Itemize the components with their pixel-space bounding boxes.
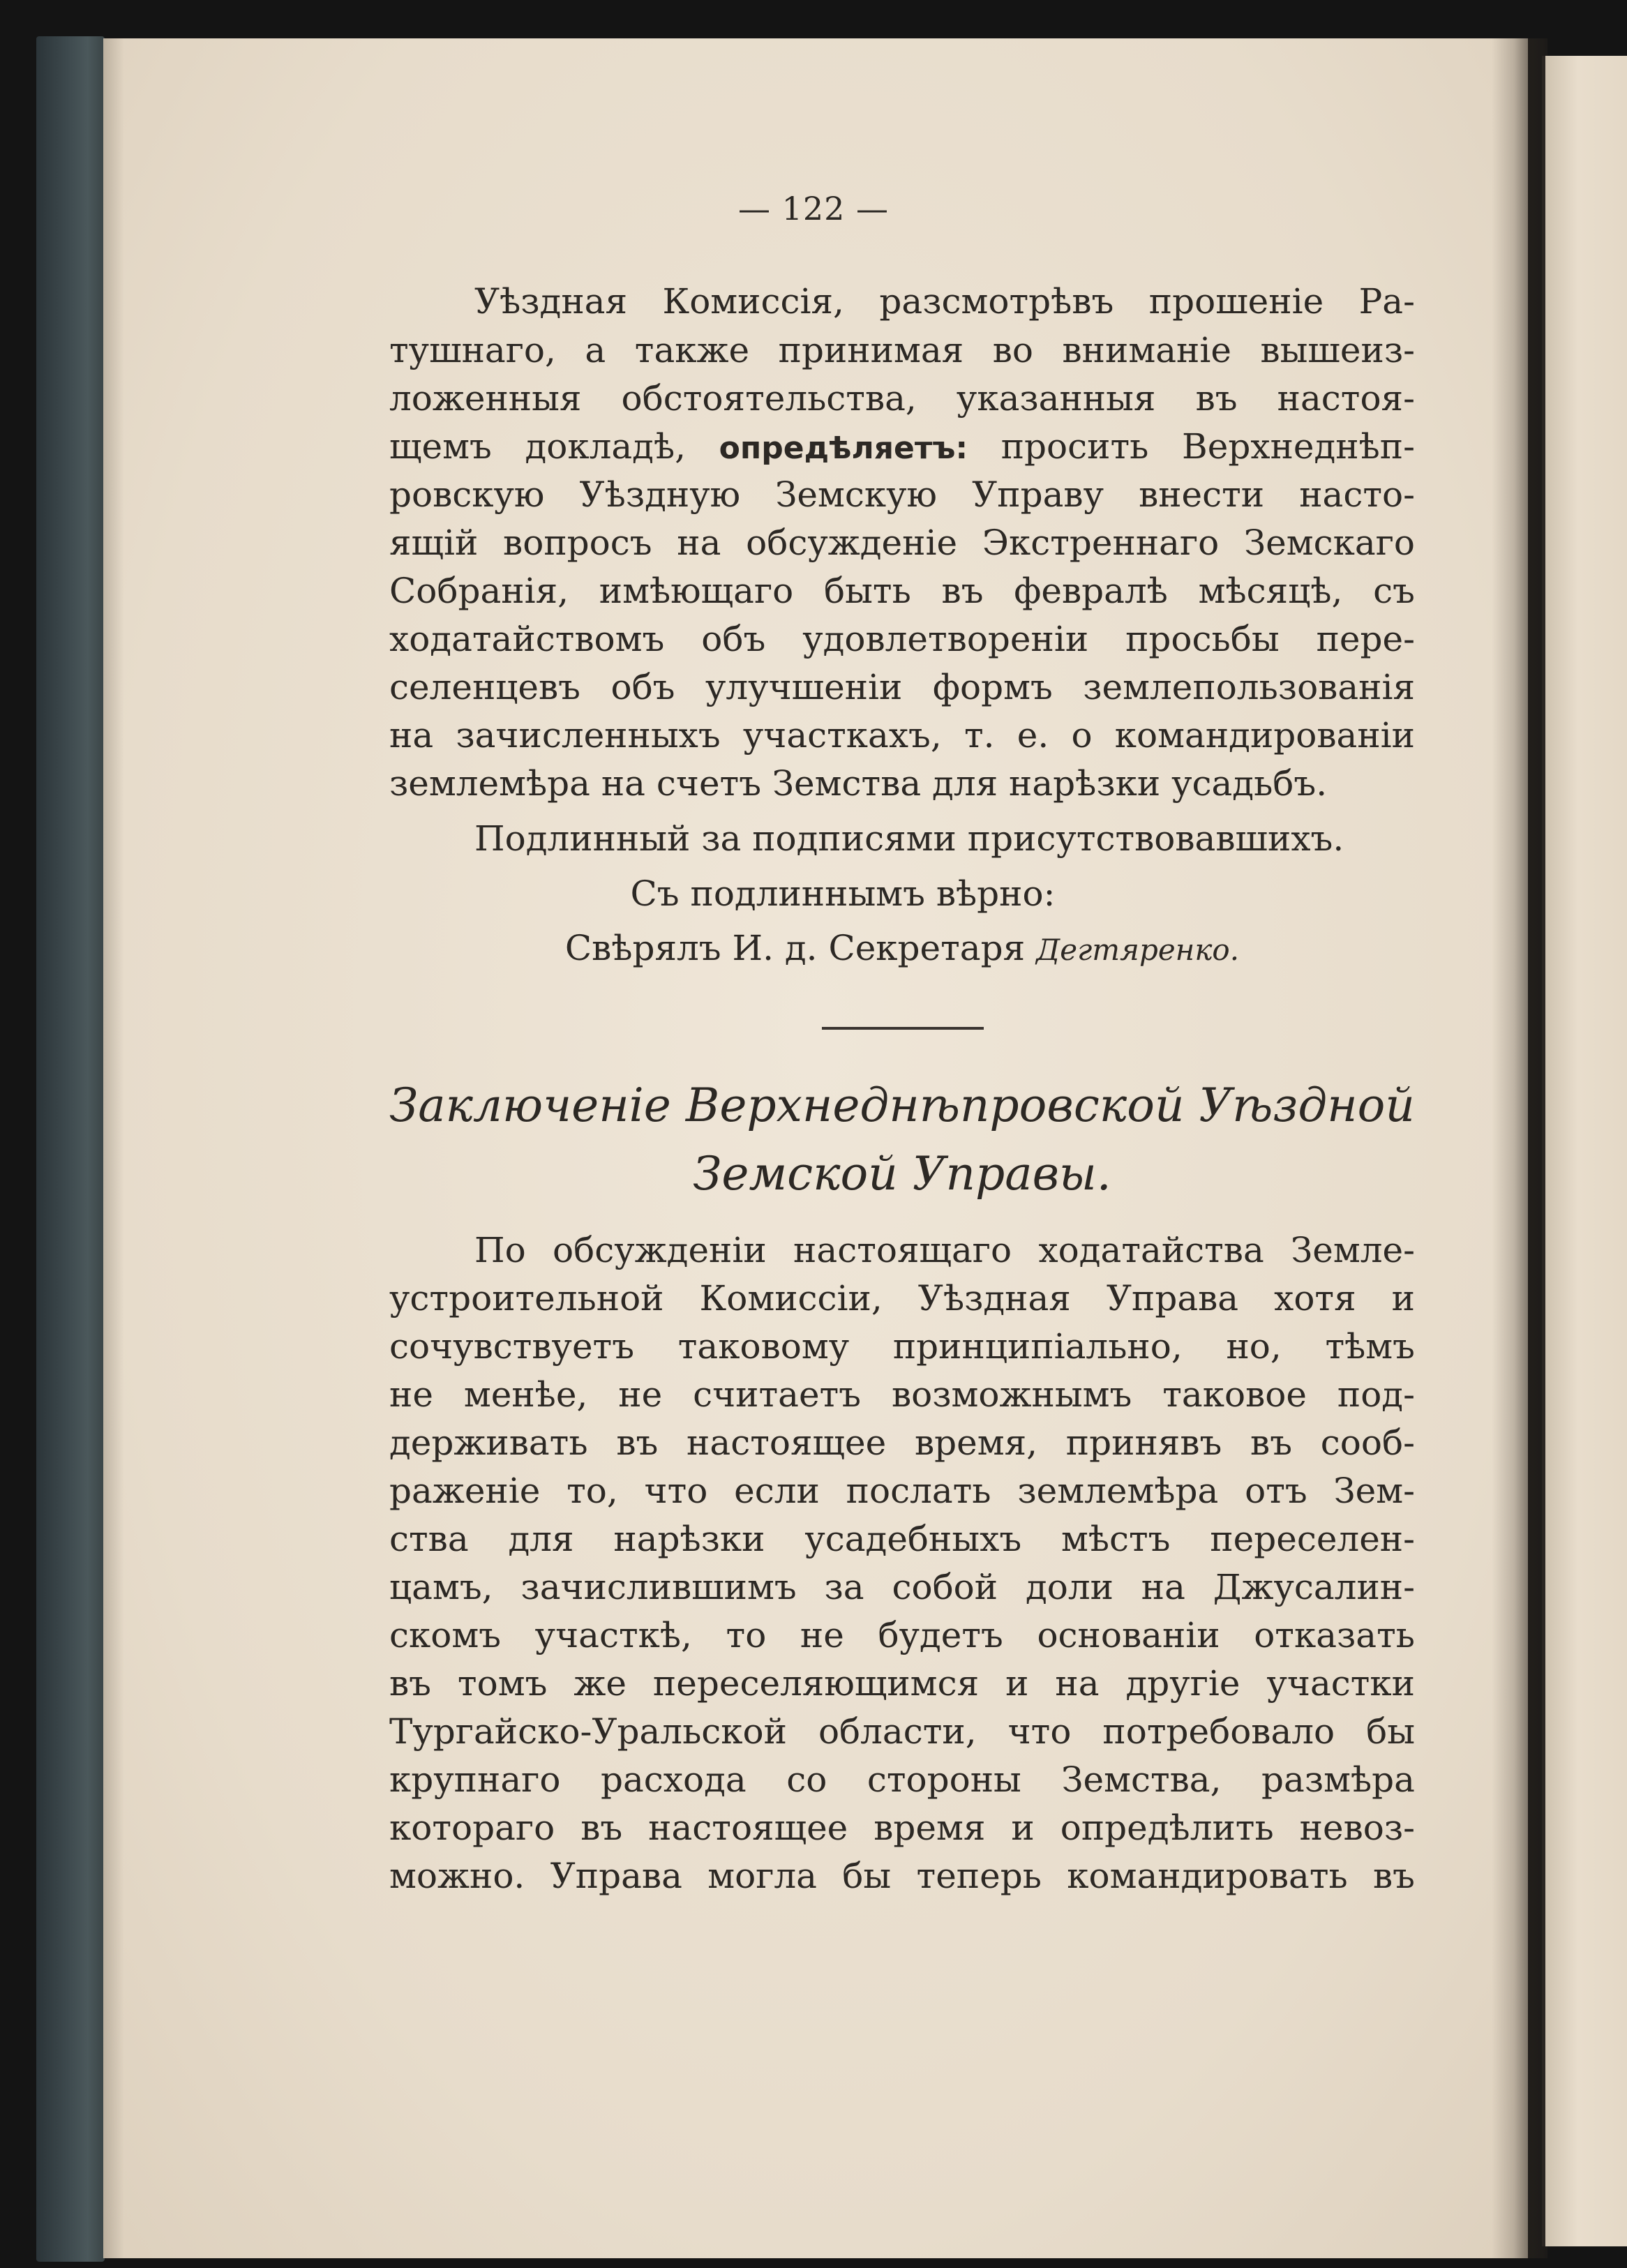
- text-line: ства для нарѣзки усадебныхъ мѣстъ переселен-: [389, 1519, 1415, 1559]
- text-line: ящій вопросъ на обсужденіе Экстреннаго Земскаго: [389, 523, 1415, 563]
- text-line: на зачисленныхъ участкахъ, т. е. о командированіи: [389, 715, 1415, 756]
- page-number: — 122 —: [737, 190, 890, 227]
- text-line: въ томъ же переселяющимся и на другіе участки: [389, 1663, 1415, 1704]
- text-line: держивать въ настоящее время, принявъ въ сооб-: [389, 1422, 1415, 1463]
- text-line: Тургайско-Уральской области, что потребовало бы: [389, 1711, 1415, 1752]
- text-line: не менѣе, не считаетъ возможнымъ таковое под-: [389, 1374, 1415, 1415]
- book-gutter: [1492, 38, 1547, 2258]
- original-signatures-line: Подлинный за подписями присутствовавшихъ.: [474, 818, 1344, 859]
- text-line: котораго въ настоящее время и опредѣлить невоз-: [389, 1808, 1415, 1848]
- text-line: можно. Управа могла бы теперь командировать въ: [389, 1856, 1415, 1896]
- text-line: устроительной Комиссіи, Уѣздная Управа хотя и: [389, 1278, 1415, 1319]
- text-line: ровскую Уѣздную Земскую Управу внести насто-: [389, 474, 1415, 515]
- text-line: селенцевъ объ улучшеніи формъ землепользованія: [389, 667, 1415, 707]
- section-heading-line-2: Земской Управы.: [693, 1147, 1111, 1201]
- secretary-signature: Дегтяренко.: [1036, 933, 1240, 967]
- text-line: тушнаго, а также принимая во вниманіе вышеиз-: [389, 330, 1415, 370]
- book-cover-edge: [36, 36, 105, 2262]
- next-page-strip: [1545, 56, 1627, 2246]
- text-line: землемѣра на счетъ Земства для нарѣзки усадьбъ.: [389, 763, 1328, 804]
- text-line: сочувствуетъ таковому принципіально, но, тѣмъ: [389, 1326, 1415, 1367]
- text-line: скомъ участкѣ, то не будетъ основаніи отказать: [389, 1615, 1415, 1655]
- text-run: щемъ докладѣ,: [389, 426, 686, 467]
- text-line: раженіе то, что если послать землемѣра отъ Зем-: [389, 1471, 1415, 1511]
- text-line: Уѣздная Комиссія, разсмотрѣвъ прошеніе Ра-: [474, 281, 1415, 322]
- page-edge-shadow: [103, 38, 124, 2258]
- section-divider: [822, 1027, 984, 1030]
- verified-by-line: [389, 926, 1415, 972]
- text-line: Собранія, имѣющаго быть въ февралѣ мѣсяцѣ, съ: [389, 571, 1415, 611]
- text-line: крупнаго расхода со стороны Земства, размѣра: [389, 1759, 1415, 1800]
- text-line: цамъ, зачислившимъ за собой доли на Джусалин-: [389, 1567, 1415, 1607]
- emphasized-word: опредѣляетъ:: [719, 430, 968, 466]
- text-line: ложенныя обстоятельства, указанныя въ настоя-: [389, 378, 1415, 419]
- text-run: просить Верхнеднѣп-: [1000, 426, 1415, 467]
- text-line: ходатайствомъ объ удовлетвореніи просьбы пере-: [389, 619, 1415, 659]
- section-heading-line-1: Заключеніе Верхнеднѣпровской Уѣздной: [389, 1079, 1415, 1132]
- verified-prefix: Свѣрялъ И. д. Секретаря: [564, 928, 1026, 968]
- true-copy-line: Съ подлиннымъ вѣрно:: [630, 873, 1056, 914]
- text-line-with-emphasis: [389, 424, 1415, 471]
- text-line: По обсужденіи настоящаго ходатайства Земле-: [474, 1230, 1415, 1270]
